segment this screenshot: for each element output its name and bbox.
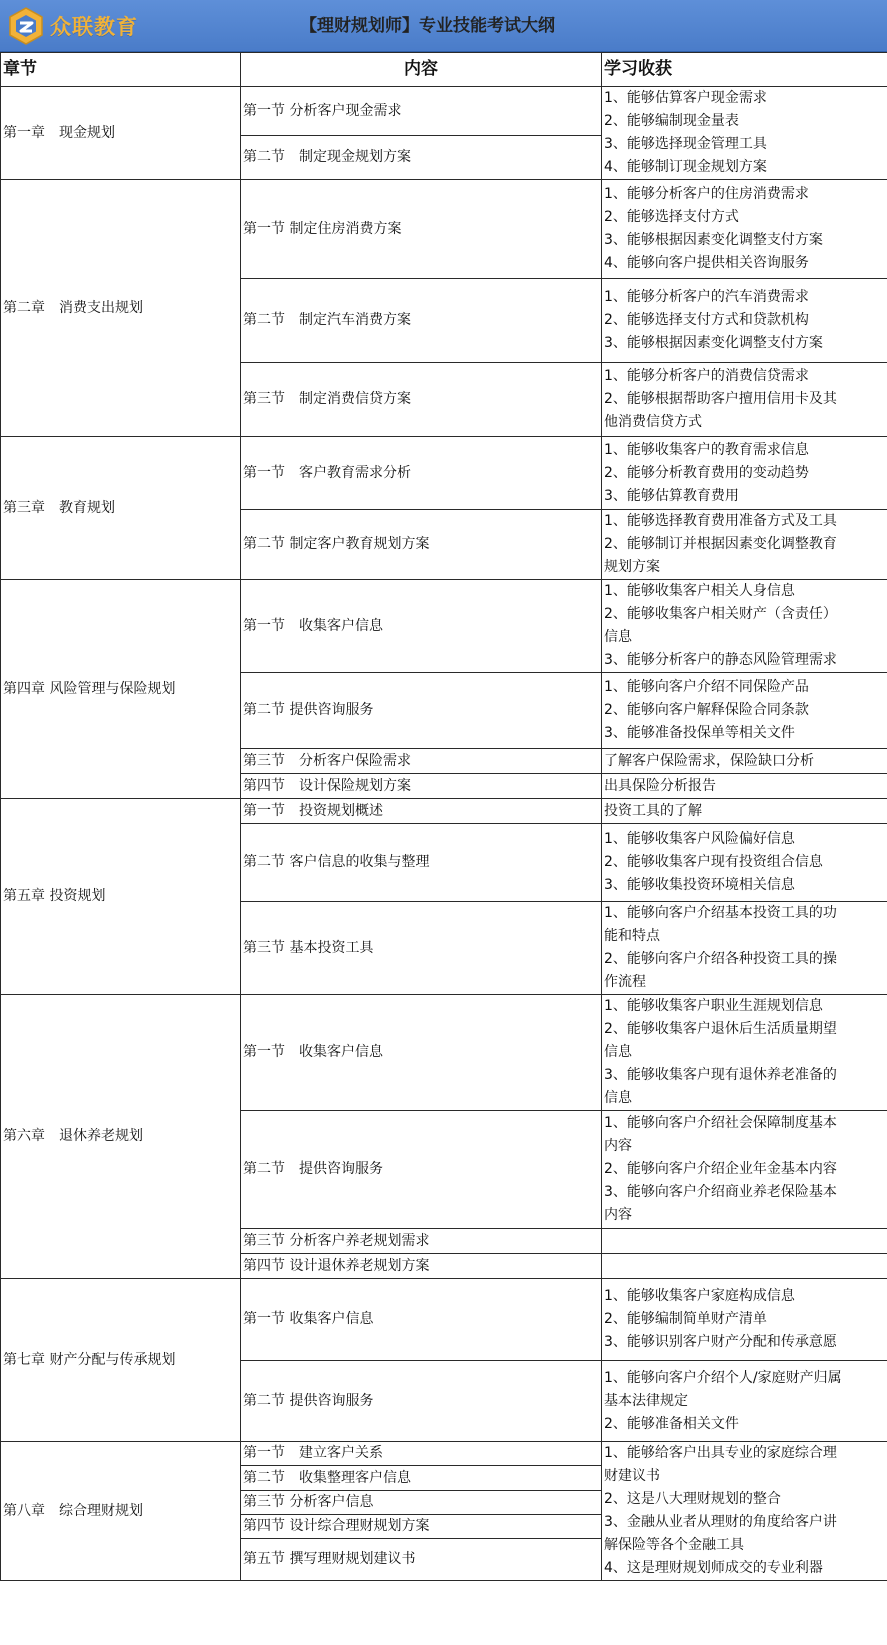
- section-cell: 第二节 制定汽车消费方案: [241, 279, 602, 363]
- table-header-row: [1, 53, 887, 87]
- learning-gain-line: 2、能够编制简单财产清单: [604, 1311, 767, 1327]
- section-cell: 第一节 制定住房消费方案: [241, 180, 602, 279]
- table-body: [1, 87, 887, 1581]
- learning-gain-line: 3、能够准备投保单等相关文件: [604, 725, 795, 741]
- learning-gain-line: 1、能够收集客户家庭构成信息: [604, 1288, 795, 1304]
- learning-gain-line: 2、能够收集客户相关财产（含责任）: [604, 606, 837, 622]
- table-row: [1, 1279, 887, 1361]
- section-cell: 第一节 建立客户关系: [241, 1442, 602, 1466]
- learning-gain-line: 规划方案: [604, 559, 660, 575]
- learning-gain-line: 1、能够选择教育费用准备方式及工具: [604, 513, 837, 529]
- learning-gain-line: 2、能够选择支付方式和贷款机构: [604, 312, 809, 328]
- learning-gain-line: 4、这是理财规划师成交的专业利器: [604, 1560, 823, 1576]
- section-cell: 第二节 提供咨询服务: [241, 673, 602, 749]
- learning-gain-line: 3、能够识别客户财产分配和传承意愿: [604, 1334, 837, 1350]
- learning-gain-line: 2、能够准备相关文件: [604, 1415, 739, 1432]
- section-cell: 第二节 收集整理客户信息: [241, 1466, 602, 1490]
- chapter-cell: 第四章 风险管理与保险规划: [1, 580, 241, 799]
- page-header: [0, 0, 887, 52]
- learning-gains-cell: [602, 673, 887, 749]
- learning-gain-line: 4、能够向客户提供相关咨询服务: [604, 255, 809, 271]
- chapter-cell: 第三章 教育规划: [1, 437, 241, 580]
- chapter-cell: 第八章 综合理财规划: [1, 1442, 241, 1581]
- section-cell: 第二节 提供咨询服务: [241, 1111, 602, 1229]
- learning-gain-line: 2、能够收集客户现有投资组合信息: [604, 854, 823, 870]
- learning-gain-line: 3、能够根据因素变化调整支付方案: [604, 335, 823, 351]
- learning-gains-cell: [602, 1111, 887, 1229]
- learning-gain-line: 2、能够分析教育费用的变动趋势: [604, 464, 809, 481]
- learning-gain-line: 2、能够向客户介绍各种投资工具的操: [604, 951, 837, 967]
- chapter-cell: 第七章 财产分配与传承规划: [1, 1279, 241, 1442]
- learning-gains-cell: [602, 363, 887, 437]
- hexagon-logo-icon: [6, 6, 46, 46]
- learning-gains-cell: [602, 1279, 887, 1361]
- learning-gain-line: 内容: [604, 1207, 632, 1223]
- learning-gain-line: 1、能够收集客户风险偏好信息: [604, 831, 795, 847]
- learning-gain-line: 1、能够估算客户现金需求: [604, 90, 767, 106]
- section-cell: 第三节 制定消费信贷方案: [241, 363, 602, 437]
- learning-gain-line: 作流程: [604, 974, 646, 990]
- learning-gain-line: 3、能够收集投资环境相关信息: [604, 877, 795, 893]
- learning-gains-cell: [602, 902, 887, 995]
- table-row: [1, 1442, 887, 1466]
- learning-gain-line: 解保险等各个金融工具: [604, 1537, 744, 1553]
- learning-gains-cell: [602, 279, 887, 363]
- section-cell: 第四节 设计退休养老规划方案: [241, 1254, 602, 1279]
- section-cell: 第二节 提供咨询服务: [241, 1361, 602, 1442]
- brand-logo: [6, 4, 138, 48]
- learning-gain-line: 信息: [604, 1090, 632, 1106]
- learning-gain-line: 4、能够制订现金规划方案: [604, 159, 767, 175]
- learning-gain-line: 他消费信贷方式: [604, 414, 702, 430]
- learning-gain-line: 基本法律规定: [604, 1392, 688, 1409]
- brand-name: 众联教育: [50, 15, 138, 39]
- learning-gain-line: 了解客户保险需求，保险缺口分析: [604, 752, 814, 769]
- learning-gains-cell: [602, 1442, 887, 1581]
- section-cell: 第四节 设计保险规划方案: [241, 774, 602, 799]
- chapter-cell: 第五章 投资规划: [1, 799, 241, 995]
- section-cell: 第三节 分析客户养老规划需求: [241, 1229, 602, 1254]
- learning-gain-line: 3、能够向客户介绍商业养老保险基本: [604, 1184, 837, 1200]
- learning-gain-line: 2、能够收集客户退休后生活质量期望: [604, 1021, 837, 1037]
- table-row: [1, 87, 887, 136]
- learning-gain-line: 1、能够分析客户的消费信贷需求: [604, 368, 809, 384]
- learning-gain-line: 1、能够向客户介绍个人/家庭财产归属: [604, 1369, 842, 1386]
- learning-gain-line: 1、能够向客户介绍社会保障制度基本: [604, 1115, 837, 1131]
- table-row: [1, 437, 887, 510]
- learning-gain-line: 1、能够分析客户的住房消费需求: [604, 186, 809, 202]
- column-header-content: 内容: [241, 53, 602, 87]
- section-cell: 第一节 收集客户信息: [241, 580, 602, 673]
- learning-gains-cell: [602, 799, 887, 824]
- learning-gain-line: 3、能够根据因素变化调整支付方案: [604, 232, 823, 248]
- section-cell: 第一节 收集客户信息: [241, 995, 602, 1111]
- section-cell: 第二节 制定现金规划方案: [241, 136, 602, 180]
- section-cell: 第一节 收集客户信息: [241, 1279, 602, 1361]
- table-row: [1, 799, 887, 824]
- column-header-chapter: 章节: [1, 53, 241, 87]
- learning-gain-line: 2、能够根据帮助客户擅用信用卡及其: [604, 391, 837, 407]
- learning-gain-line: 出具保险分析报告: [604, 777, 716, 794]
- learning-gain-line: 3、能够收集客户现有退休养老准备的: [604, 1067, 837, 1083]
- learning-gain-line: 1、能够给客户出具专业的家庭综合理: [604, 1445, 837, 1461]
- learning-gain-line: 1、能够收集客户职业生涯规划信息: [604, 998, 823, 1014]
- section-cell: 第五节 撰写理财规划建议书: [241, 1539, 602, 1581]
- learning-gain-line: 能和特点: [604, 928, 660, 944]
- learning-gain-line: 1、能够向客户介绍不同保险产品: [604, 679, 809, 695]
- learning-gain-line: 1、能够收集客户的教育需求信息: [604, 441, 809, 458]
- learning-gain-line: 3、金融从业者从理财的角度给客户讲: [604, 1514, 837, 1530]
- learning-gain-line: 投资工具的了解: [604, 802, 702, 819]
- learning-gain-line: 信息: [604, 1044, 632, 1060]
- learning-gains-cell: [602, 437, 887, 510]
- learning-gains-cell: [602, 1254, 887, 1279]
- section-cell: 第三节 分析客户信息: [241, 1490, 602, 1514]
- learning-gain-line: 2、能够制订并根据因素变化调整教育: [604, 536, 837, 552]
- learning-gain-line: 内容: [604, 1138, 632, 1154]
- table-row: [1, 995, 887, 1111]
- learning-gains-cell: [602, 774, 887, 799]
- learning-gains-cell: [602, 1229, 887, 1254]
- learning-gain-line: 1、能够向客户介绍基本投资工具的功: [604, 905, 837, 921]
- learning-gain-line: 2、能够编制现金量表: [604, 113, 739, 129]
- section-cell: 第三节 基本投资工具: [241, 902, 602, 995]
- learning-gain-line: 信息: [604, 629, 632, 645]
- learning-gain-line: 1、能够分析客户的汽车消费需求: [604, 289, 809, 305]
- syllabus-table: [0, 52, 887, 1581]
- learning-gain-line: 2、能够向客户介绍企业年金基本内容: [604, 1161, 837, 1177]
- section-cell: 第二节 制定客户教育规划方案: [241, 510, 602, 580]
- section-cell: 第四节 设计综合理财规划方案: [241, 1515, 602, 1539]
- section-cell: 第一节 分析客户现金需求: [241, 87, 602, 136]
- learning-gain-line: 3、能够分析客户的静态风险管理需求: [604, 652, 837, 668]
- learning-gains-cell: [602, 580, 887, 673]
- learning-gain-line: 2、能够选择支付方式: [604, 209, 739, 225]
- table-row: [1, 180, 887, 279]
- column-header-gains: 学习收获: [602, 53, 887, 87]
- learning-gains-cell: [602, 1361, 887, 1442]
- chapter-cell: 第二章 消费支出规划: [1, 180, 241, 437]
- learning-gain-line: 2、这是八大理财规划的整合: [604, 1491, 781, 1507]
- section-cell: 第一节 客户教育需求分析: [241, 437, 602, 510]
- learning-gains-cell: [602, 180, 887, 279]
- section-cell: 第三节 分析客户保险需求: [241, 749, 602, 774]
- learning-gains-cell: [602, 824, 887, 902]
- chapter-cell: 第六章 退休养老规划: [1, 995, 241, 1279]
- learning-gain-line: 2、能够向客户解释保险合同条款: [604, 702, 809, 718]
- learning-gain-line: 3、能够估算教育费用: [604, 487, 739, 504]
- page-title: 【理财规划师】专业技能考试大纲: [300, 16, 555, 36]
- section-cell: 第一节 投资规划概述: [241, 799, 602, 824]
- learning-gains-cell: [602, 510, 887, 580]
- learning-gain-line: 财建议书: [604, 1468, 660, 1484]
- learning-gains-cell: [602, 995, 887, 1111]
- chapter-cell: 第一章 现金规划: [1, 87, 241, 180]
- learning-gain-line: 1、能够收集客户相关人身信息: [604, 583, 795, 599]
- table-row: [1, 580, 887, 673]
- learning-gain-line: 3、能够选择现金管理工具: [604, 136, 767, 152]
- learning-gains-cell: [602, 87, 887, 180]
- section-cell: 第二节 客户信息的收集与整理: [241, 824, 602, 902]
- learning-gains-cell: [602, 749, 887, 774]
